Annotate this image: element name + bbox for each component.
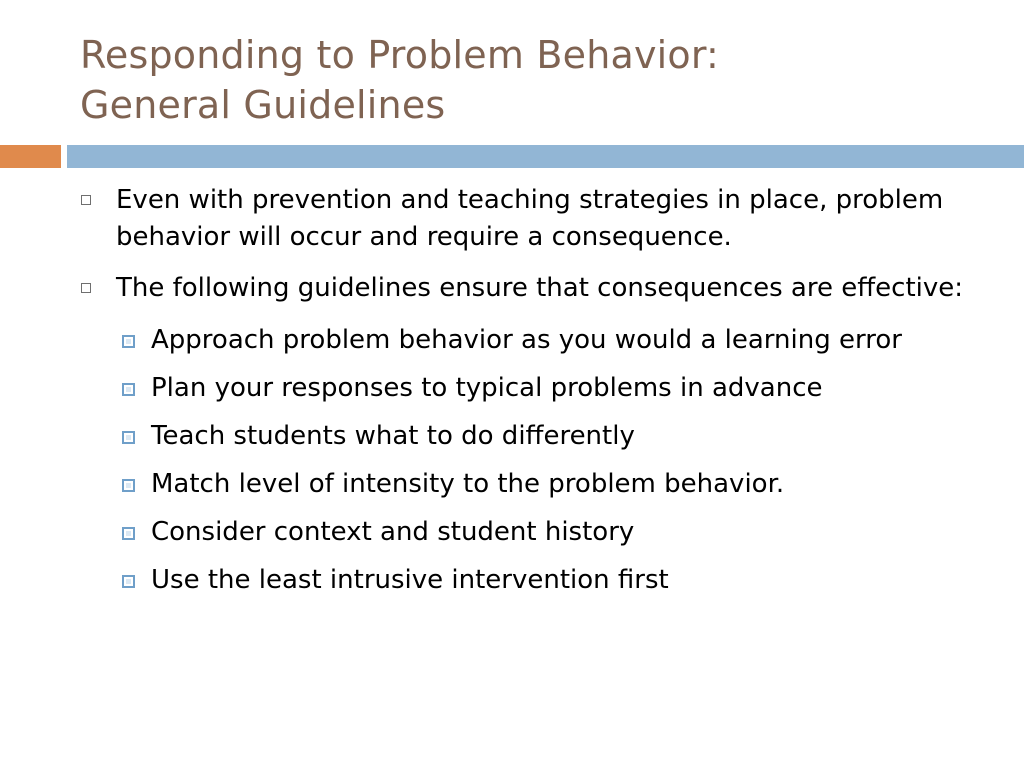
sub-bullet-text: Approach problem behavior as you would a learning error bbox=[151, 325, 902, 355]
bullet-text: Even with prevention and teaching strategies in place, problem behavior will occur and require a consequence. bbox=[116, 185, 944, 252]
sub-bullet-text: Plan your responses to typical problems in advance bbox=[151, 373, 823, 403]
sub-bullet-list bbox=[80, 321, 980, 599]
sub-bullet-item-5 bbox=[122, 513, 951, 551]
sub-bullet-item-1 bbox=[122, 321, 951, 359]
blue-square-icon bbox=[122, 335, 135, 348]
blue-accent-bar bbox=[67, 145, 1024, 168]
sub-bullet-text: Match level of intensity to the problem behavior. bbox=[151, 469, 785, 499]
sub-bullet-item-2 bbox=[122, 369, 951, 407]
hollow-square-icon bbox=[81, 283, 91, 293]
bullet-item-2 bbox=[80, 270, 980, 307]
title-line-2: General Guidelines bbox=[80, 83, 446, 127]
blue-square-icon bbox=[122, 479, 135, 492]
blue-square-icon bbox=[122, 431, 135, 444]
hollow-square-icon bbox=[81, 195, 91, 205]
bullet-item-1 bbox=[80, 182, 980, 256]
title-line-1: Responding to Problem Behavior: bbox=[80, 33, 720, 77]
sub-bullet-item-3 bbox=[122, 417, 951, 455]
bullet-text: The following guidelines ensure that consequences are effective: bbox=[116, 273, 964, 303]
slide-title bbox=[80, 30, 980, 130]
sub-bullet-item-6 bbox=[122, 561, 951, 599]
sub-bullet-item-4 bbox=[122, 465, 951, 503]
sub-bullet-text: Use the least intrusive intervention first bbox=[151, 565, 669, 595]
blue-square-icon bbox=[122, 527, 135, 540]
sub-bullet-text: Teach students what to do differently bbox=[151, 421, 635, 451]
blue-square-icon bbox=[122, 383, 135, 396]
bullet-content bbox=[80, 182, 980, 609]
orange-accent-bar bbox=[0, 145, 61, 168]
blue-square-icon bbox=[122, 575, 135, 588]
sub-bullet-text: Consider context and student history bbox=[151, 517, 635, 547]
